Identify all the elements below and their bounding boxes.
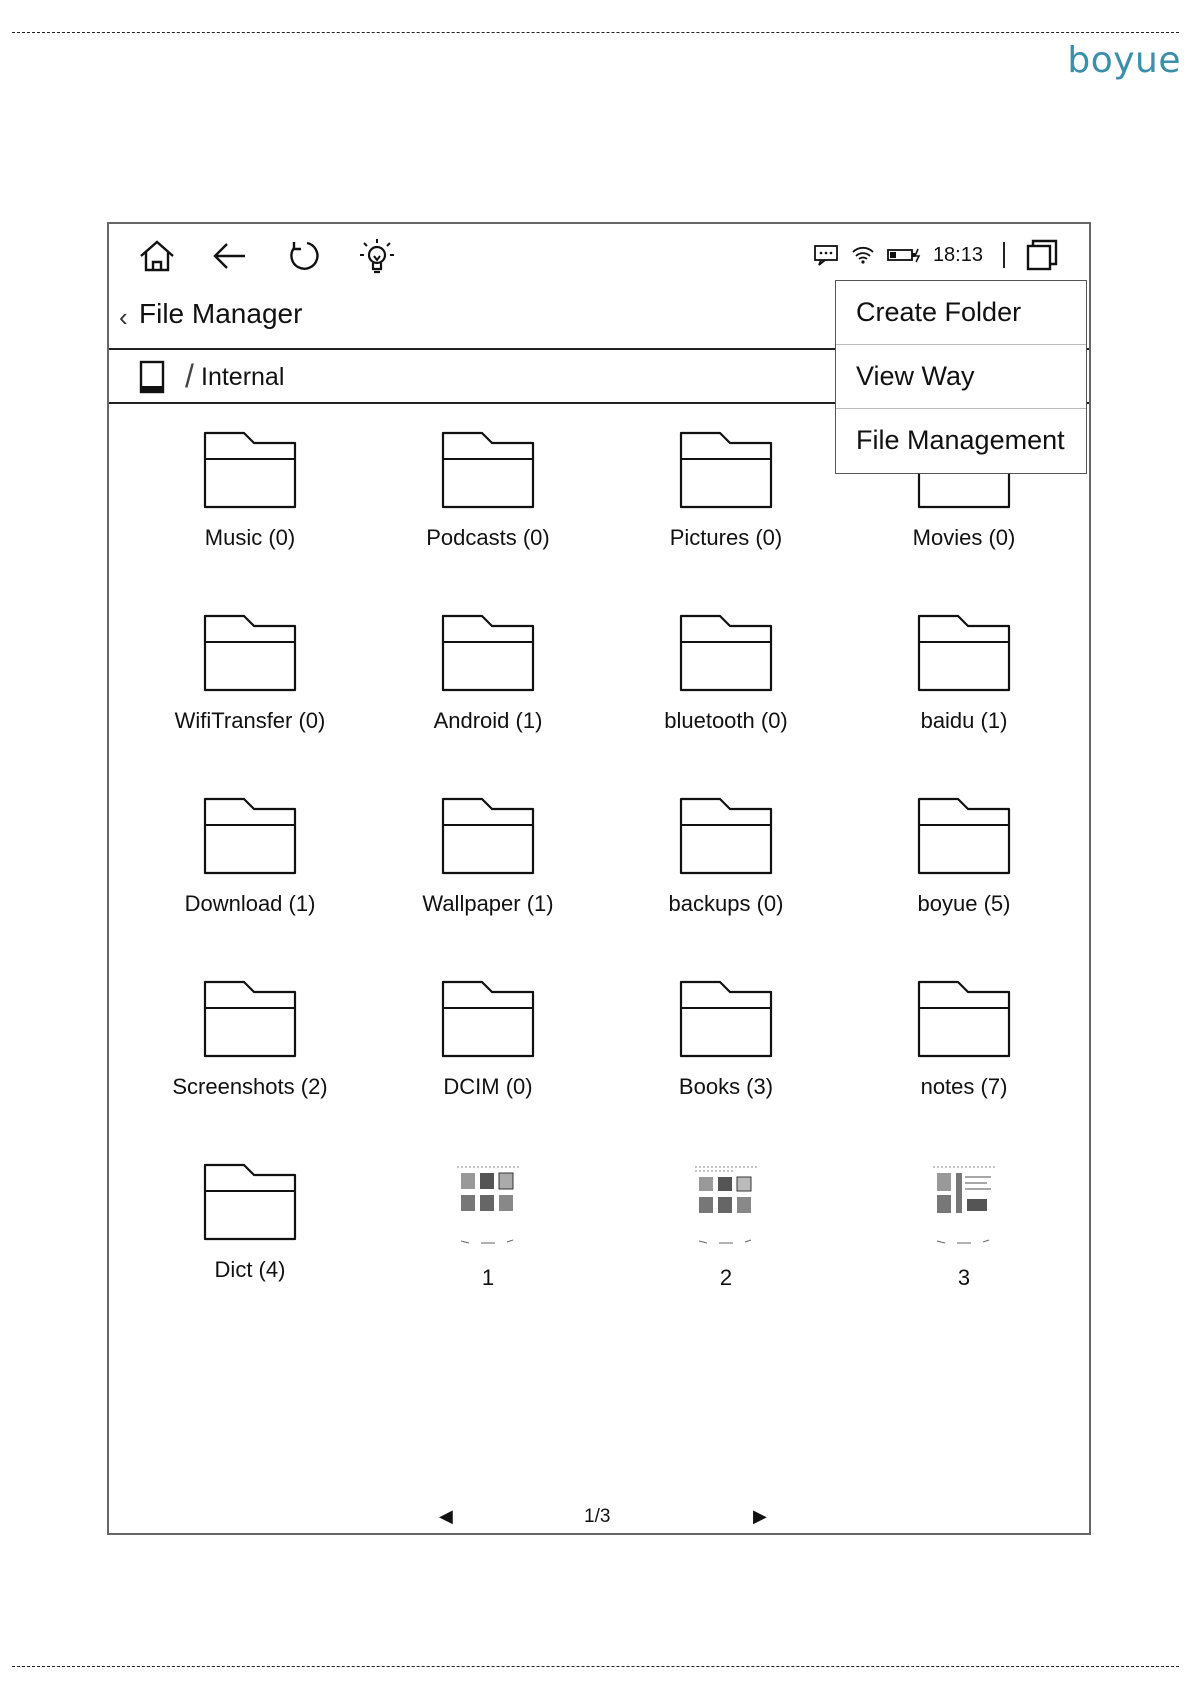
folder-item[interactable]	[131, 429, 369, 612]
page-indicator: 1/3	[584, 1506, 611, 1527]
item-label: boyue (5)	[917, 891, 1011, 916]
battery-icon	[887, 247, 921, 263]
item-label: 2	[719, 1265, 733, 1290]
folder-icon	[202, 795, 298, 877]
options-menu	[835, 280, 1087, 474]
item-label: Wallpaper (1)	[422, 891, 554, 916]
next-page-icon[interactable]: ▶	[753, 1506, 767, 1526]
item-label: Android (1)	[433, 708, 543, 733]
folder-icon	[202, 612, 298, 694]
image-thumbnail-icon	[455, 1163, 521, 1251]
image-item[interactable]	[369, 1161, 607, 1344]
folder-icon	[440, 612, 536, 694]
divider	[1003, 242, 1005, 268]
folder-icon	[440, 795, 536, 877]
item-label: Movies (0)	[912, 525, 1016, 550]
light-icon[interactable]	[355, 234, 399, 278]
item-label: bluetooth (0)	[664, 708, 788, 733]
window-switch-icon[interactable]	[1025, 238, 1059, 272]
folder-icon	[202, 978, 298, 1060]
item-label: 3	[957, 1265, 971, 1290]
folder-item[interactable]	[845, 612, 1083, 795]
folder-icon	[678, 612, 774, 694]
breadcrumb-internal[interactable]: Internal	[201, 363, 285, 391]
item-label: Screenshots (2)	[172, 1074, 328, 1099]
item-label: backups (0)	[668, 891, 784, 916]
folder-item[interactable]	[369, 795, 607, 978]
item-label: notes (7)	[920, 1074, 1008, 1099]
folder-item[interactable]	[131, 612, 369, 795]
folder-item[interactable]	[131, 978, 369, 1161]
folder-icon	[916, 612, 1012, 694]
folder-item[interactable]	[131, 795, 369, 978]
menu-item-file-management[interactable]: File Management	[856, 425, 1065, 455]
item-label: DCIM (0)	[443, 1074, 533, 1099]
folder-item[interactable]	[131, 1161, 369, 1344]
item-label: Podcasts (0)	[426, 525, 550, 550]
folder-item[interactable]	[607, 429, 845, 612]
folder-item[interactable]	[845, 978, 1083, 1161]
folder-icon	[440, 978, 536, 1060]
item-label: Pictures (0)	[669, 525, 783, 550]
system-tray	[813, 238, 1059, 272]
folder-item[interactable]	[607, 978, 845, 1161]
item-label: Dict (4)	[214, 1257, 286, 1282]
wifi-icon	[851, 245, 875, 265]
status-bar	[109, 224, 1089, 284]
folder-icon	[678, 429, 774, 511]
back-arrow-icon[interactable]	[207, 234, 251, 278]
folder-icon	[678, 978, 774, 1060]
pagination	[109, 1506, 1089, 1535]
folder-icon	[202, 1161, 298, 1243]
folder-icon	[678, 795, 774, 877]
bottom-dashed-rule	[12, 1666, 1179, 1667]
image-item[interactable]	[607, 1161, 845, 1344]
top-dashed-rule	[12, 32, 1179, 33]
clock: 18:13	[932, 243, 983, 266]
message-icon	[813, 244, 839, 266]
item-label: Books (3)	[678, 1074, 774, 1099]
tablet-icon[interactable]	[139, 360, 165, 394]
folder-item[interactable]	[607, 795, 845, 978]
item-label: 1	[481, 1265, 495, 1290]
item-label: Download (1)	[184, 891, 316, 916]
chevron-left-icon[interactable]: ‹	[119, 302, 128, 332]
item-label: Music (0)	[204, 525, 296, 550]
home-icon[interactable]	[135, 234, 179, 278]
path-separator: /	[185, 358, 194, 394]
folder-icon	[202, 429, 298, 511]
menu-item-create-folder[interactable]: Create Folder	[836, 281, 1086, 345]
item-label: baidu (1)	[920, 708, 1008, 733]
folder-icon	[916, 795, 1012, 877]
image-thumbnail-icon	[693, 1163, 759, 1251]
menu-item-view-way[interactable]: View Way	[836, 345, 1086, 409]
folder-item[interactable]	[369, 978, 607, 1161]
image-item[interactable]	[845, 1161, 1083, 1344]
folder-item[interactable]	[369, 429, 607, 612]
folder-item[interactable]	[607, 612, 845, 795]
page-title: File Manager	[139, 298, 303, 329]
file-grid	[131, 429, 1083, 1344]
folder-item[interactable]	[369, 612, 607, 795]
prev-page-icon[interactable]: ◀	[439, 1506, 453, 1526]
folder-icon	[440, 429, 536, 511]
refresh-icon[interactable]	[281, 234, 325, 278]
folder-item[interactable]	[845, 795, 1083, 978]
item-label: WifiTransfer (0)	[174, 708, 326, 733]
brand-logo: boyue	[1067, 40, 1181, 81]
image-thumbnail-icon	[931, 1163, 997, 1251]
folder-icon	[916, 978, 1012, 1060]
